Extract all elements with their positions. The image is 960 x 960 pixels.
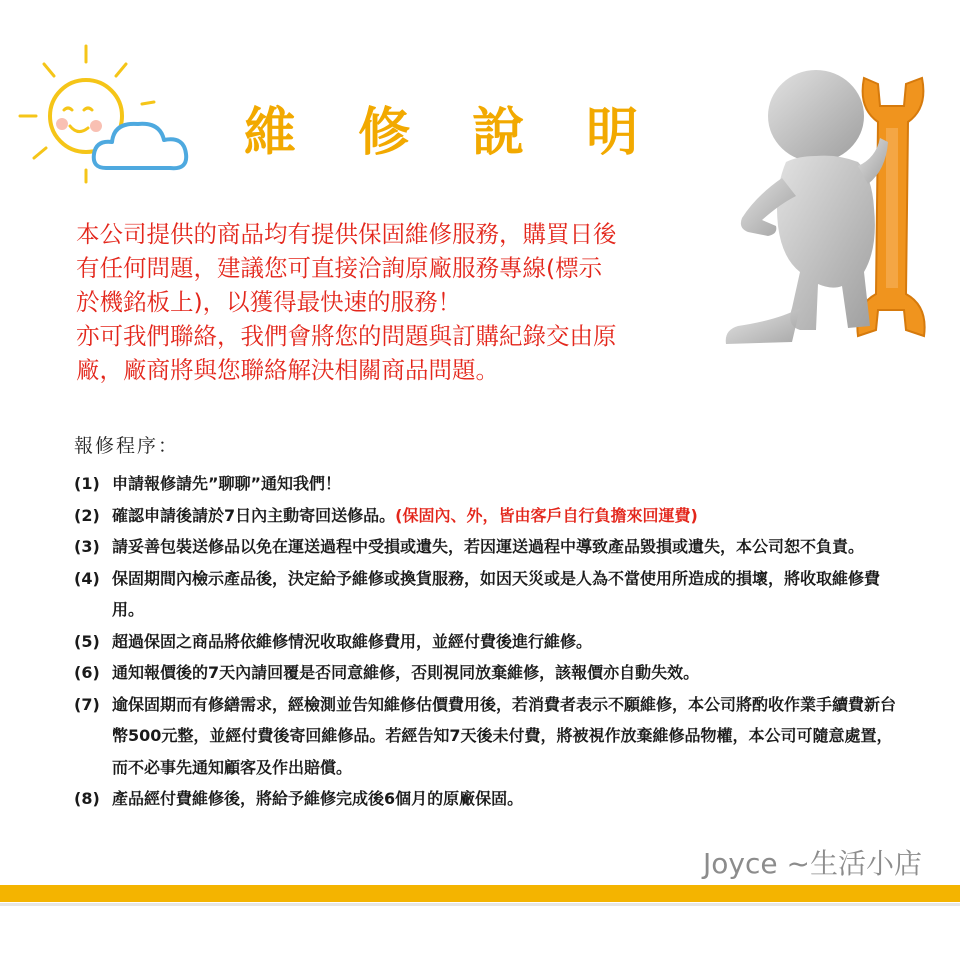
step-text: 通知報價後的7天內請回覆是否同意維修，否則視同放棄維修，該報價亦自動失效。 (112, 663, 700, 682)
procedure-step (74, 531, 904, 563)
step-text: 申請報修請先”聊聊”通知我們！ (112, 474, 342, 493)
step-text: 保固期間內檢示產品後，決定給予維修或換貨服務，如因天災或是人為不當使用所造成的損壞，將收取維修費用。 (112, 568, 881, 619)
step-number: (7) (74, 694, 100, 714)
procedure-step (74, 563, 904, 626)
step-text: 產品經付費維修後，將給予維修完成後6個月的原廠保固。 (112, 789, 524, 808)
procedure-step (74, 468, 904, 500)
step-number: (6) (74, 663, 100, 682)
bottom-divider (0, 903, 960, 906)
procedure-step (74, 657, 904, 689)
mascot-figure (726, 70, 888, 344)
step-number: (5) (74, 631, 100, 651)
procedure-steps (74, 468, 904, 815)
step-text: 超過保固之商品將依維修情況收取維修費用，並經付費後進行維修。 (112, 631, 593, 651)
step-text: 請妥善包裝送修品以免在運送過程中受損或遺失，若因運送過程中導致產品毀損或遺失，本公司恕不負責。 (112, 537, 865, 556)
step-number: (3) (74, 537, 100, 556)
step-number: (2) (74, 505, 100, 525)
procedure-heading: 報修程序： (74, 435, 180, 457)
step-number: (4) (74, 568, 100, 588)
intro-line: 於機銘板上)，以獲得最快速的服務！ (76, 288, 462, 316)
intro-line: 有任何問題，建議您可直接洽詢原廠服務專線(標示 (76, 254, 603, 282)
intro-line: 亦可我們聯絡，我們會將您的問題與訂購紀錄交由原 (76, 322, 617, 350)
step-text: 逾保固期而有修繕需求，經檢測並告知維修估價費用後，若消費者表示不願維修，本公司將酌收作業手續費新台幣500元整，並經付費後寄回維修品。若經告知7天後未付費，將被視作放棄維修品物權，本公司可隨意處置，而不必事先通知顧客及作出賠償。 (112, 694, 897, 777)
procedure-step (74, 689, 904, 784)
page-title: 維 修 說 明 (244, 103, 661, 163)
step-number: (1) (74, 474, 100, 493)
intro-notice (76, 217, 706, 387)
shipping-fee-note: (保固內、外，皆由客戶自行負擔來回運費) (395, 505, 698, 525)
procedure-step (74, 626, 904, 658)
sun-cloud-illustration (14, 44, 234, 194)
procedure-step (74, 783, 904, 815)
step-number: (8) (74, 789, 100, 808)
bottom-stripe (0, 885, 960, 902)
shop-name: Joyce ~生活小店 (703, 847, 922, 880)
step-text: 確認申請後請於7日內主動寄回送修品。 (112, 505, 396, 525)
procedure-step (74, 500, 904, 532)
intro-line: 本公司提供的商品均有提供保固維修服務，購買日後 (76, 220, 617, 248)
intro-line: 廠，廠商將與您聯絡解決相關商品問題。 (76, 356, 499, 384)
wrench-mascot-icon (708, 58, 944, 348)
